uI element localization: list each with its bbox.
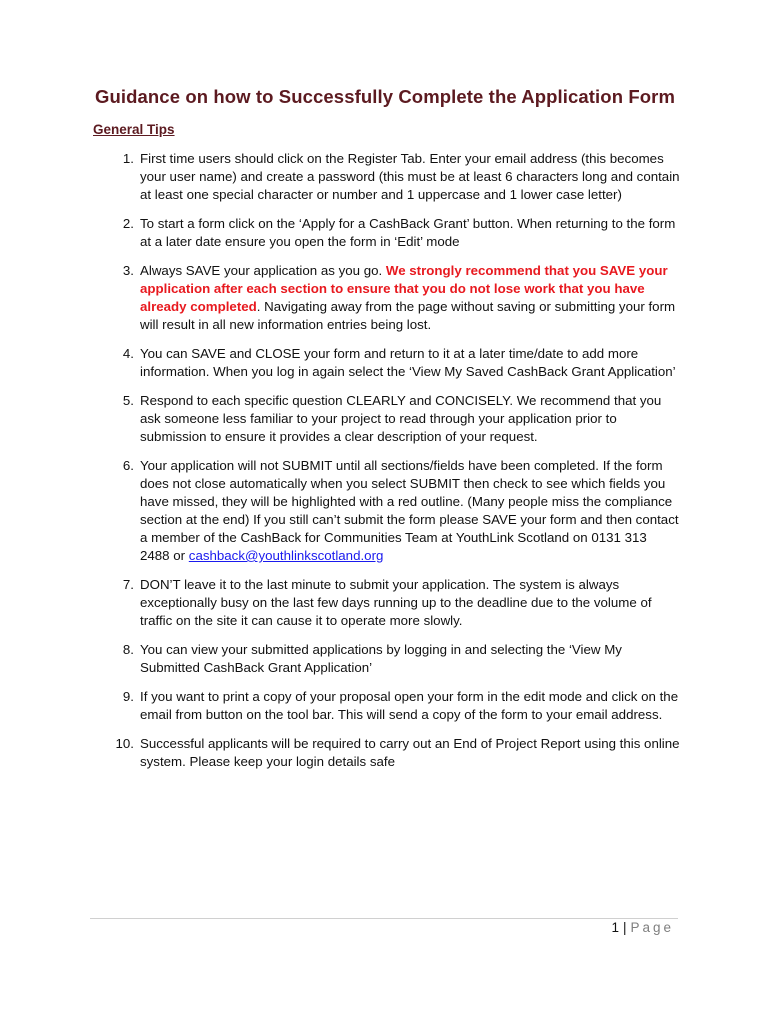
- tip-item-7: [0, 576, 770, 630]
- tip-text: Successful applicants will be required to carry out an End of Project Report using this online system. Please keep your login details safe: [140, 736, 680, 769]
- tip-number: 1.: [122, 151, 134, 166]
- tip-text: Respond to each specific question CLEARLY and CONCISELY. We recommend that you ask someone less familiar to your project to read through your application prior to submission to ensure it provides a clear description of your request.: [140, 393, 662, 444]
- tip-text: Always SAVE your application as you go.: [140, 263, 386, 278]
- page-label: Page: [630, 920, 674, 935]
- tip-number: 9.: [122, 689, 134, 704]
- tip-text: Your application will not SUBMIT until all sections/fields have been completed. If the form does not close automatically when you select SUBMIT then check to see which fields you have missed, they will be highlighted with a red outline. (Many people miss the compliance section at the end) If you still can’t submit the form please SAVE your form and then contact a member of the CashBack for Communities Team at YouthLink Scotland on 0131 313 2488 or: [140, 458, 679, 563]
- tip-number: 4.: [122, 346, 134, 361]
- page-footer: [611, 920, 674, 935]
- section-heading: General Tips: [93, 122, 175, 137]
- tip-number: 8.: [122, 642, 134, 657]
- tip-text: . Navigating away from the page without saving or submitting your form will result in all new information entries being lost.: [140, 299, 676, 332]
- tip-number: 10.: [115, 736, 134, 751]
- tip-text: You can SAVE and CLOSE your form and return to it at a later time/date to add more information. When you log in again select the ‘View My Saved CashBack Grant Application’: [140, 346, 676, 379]
- tip-item-9: [0, 688, 770, 724]
- tip-item-4: [0, 345, 770, 381]
- tip-text: First time users should click on the Register Tab. Enter your email address (this becomes your user name) and create a password (this must be at least 6 characters long and contain at least one special character or number and 1 uppercase and 1 lower case letter): [140, 151, 680, 202]
- tip-text: To start a form click on the ‘Apply for a CashBack Grant’ button. When returning to the form at a later date ensure you open the form in ‘Edit’ mode: [140, 216, 676, 249]
- page-title: Guidance on how to Successfully Complete the Application Form: [94, 86, 675, 107]
- tip-text: You can view your submitted applications by logging in and selecting the ‘View My Submitted CashBack Grant Application’: [140, 642, 622, 675]
- footer-separator: |: [622, 920, 627, 935]
- footer-divider: [90, 918, 678, 919]
- tip-number: 7.: [122, 577, 134, 592]
- tip-number: 3.: [122, 263, 134, 278]
- tip-item-1: [0, 150, 770, 204]
- tip-item-5: [0, 392, 770, 446]
- tip-item-6: [0, 457, 770, 565]
- email-link[interactable]: cashback@youthlinkscotland.org: [188, 548, 384, 563]
- page-number: 1: [611, 920, 619, 935]
- tip-text: DON’T leave it to the last minute to submit your application. The system is always exceptionally busy on the last few days running up to the deadline due to the volume of traffic on the site it can cause it to operate more slowly.: [140, 577, 652, 628]
- tips-list: [0, 150, 770, 782]
- tip-emphasis-text: We strongly recommend that you SAVE your application after each section to ensure that you do not lose work that you have already completed: [140, 263, 668, 314]
- tip-item-10: [0, 735, 770, 771]
- tip-number: 5.: [122, 393, 134, 408]
- tip-item-8: [0, 641, 770, 677]
- tip-number: 6.: [122, 458, 134, 473]
- tip-item-2: [0, 215, 770, 251]
- tip-number: 2.: [122, 216, 134, 231]
- tip-text: If you want to print a copy of your proposal open your form in the edit mode and click on the email from button on the tool bar. This will send a copy of the form to your email address.: [140, 689, 679, 722]
- tip-item-3: [0, 262, 770, 334]
